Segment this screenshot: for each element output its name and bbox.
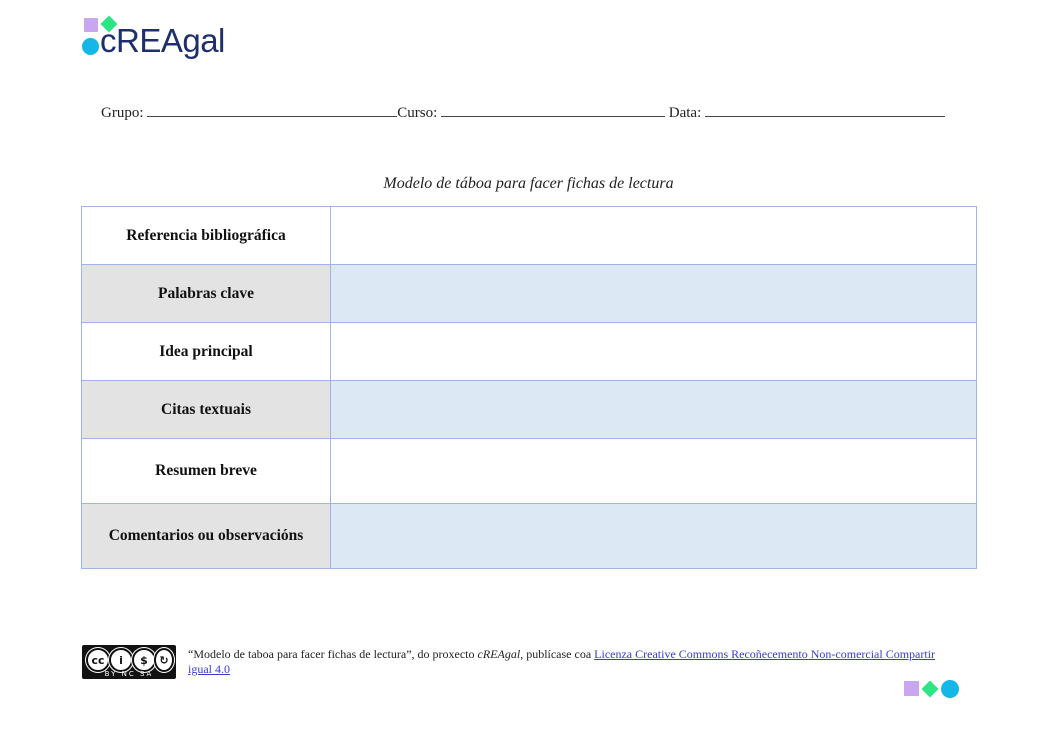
sa-circle-icon: ↻ bbox=[154, 648, 174, 672]
cyan-circle-icon bbox=[82, 38, 99, 55]
lilac-square-icon bbox=[904, 681, 919, 696]
green-diamond-icon bbox=[922, 681, 939, 698]
row-value-keywords[interactable] bbox=[331, 265, 977, 323]
group-field-line[interactable] bbox=[147, 104, 397, 117]
project-name: cREAgal bbox=[477, 647, 521, 661]
row-value-quotes[interactable] bbox=[331, 381, 977, 439]
cyan-circle-icon bbox=[941, 680, 959, 698]
license-badge-label: BY NC SA bbox=[104, 670, 154, 678]
row-label-reference: Referencia bibliográfica bbox=[82, 207, 331, 265]
reading-card-table bbox=[81, 206, 977, 569]
logo-text: cREAgal bbox=[100, 22, 225, 59]
table-row bbox=[82, 381, 977, 439]
cc-circle-icon: cc bbox=[86, 648, 110, 672]
creagal-logo bbox=[82, 14, 242, 66]
row-label-main-idea: Idea principal bbox=[82, 323, 331, 381]
by-circle-icon: i bbox=[109, 648, 133, 672]
table-row bbox=[82, 323, 977, 381]
row-value-reference[interactable] bbox=[331, 207, 977, 265]
row-value-summary[interactable] bbox=[331, 439, 977, 504]
row-value-main-idea[interactable] bbox=[331, 323, 977, 381]
table-row bbox=[82, 207, 977, 265]
note-prefix: “Modelo de taboa para facer fichas de lectura”, do proxecto bbox=[188, 647, 478, 661]
row-label-summary: Resumen breve bbox=[82, 439, 331, 504]
table-row bbox=[82, 504, 977, 569]
date-label: Data: bbox=[668, 105, 702, 121]
lilac-square-icon bbox=[84, 18, 98, 32]
course-field-line[interactable] bbox=[441, 104, 665, 117]
table-row bbox=[82, 439, 977, 504]
creative-commons-badge-icon[interactable] bbox=[82, 645, 176, 679]
row-label-quotes: Citas textuais bbox=[82, 381, 331, 439]
date-field-line[interactable] bbox=[705, 104, 945, 117]
row-label-comments: Comentarios ou observacións bbox=[82, 504, 331, 569]
row-label-keywords: Palabras clave bbox=[82, 265, 331, 323]
nc-circle-icon: $ bbox=[132, 648, 156, 672]
license-note bbox=[188, 647, 948, 677]
course-label: Curso: bbox=[397, 105, 438, 121]
header-fields bbox=[101, 104, 971, 122]
table-caption: Modelo de táboa para facer fichas de lectura bbox=[383, 175, 674, 192]
row-value-comments[interactable] bbox=[331, 504, 977, 569]
group-label: Grupo: bbox=[101, 105, 144, 121]
table-row bbox=[82, 265, 977, 323]
note-middle: , publícase coa bbox=[520, 647, 595, 661]
brand-marks bbox=[904, 680, 960, 698]
license-link[interactable]: Licenza Creative Commons Recoñecemento Non-comercial Compartir igual 4.0 bbox=[188, 647, 936, 676]
